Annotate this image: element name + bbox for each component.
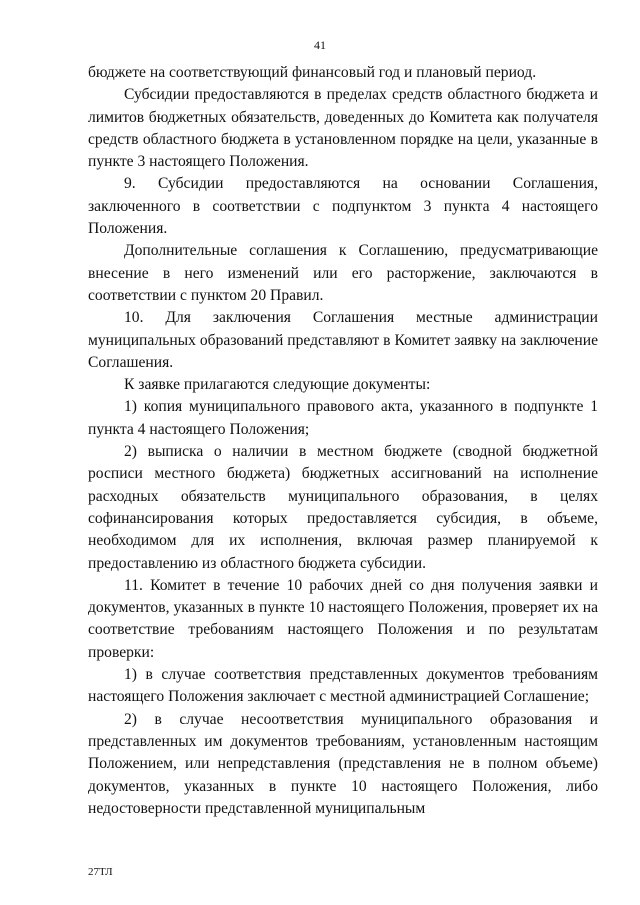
- paragraph-item-9: 9. Субсидии предоставляются на основании Соглашения, заключенного в соответствии с подпунктом 3 пункта 4 настоящего Положения.: [88, 175, 598, 238]
- paragraph-attachment-1: 1) копия муниципального правового акта, указанного в подпункте 1 пункта 4 настоящего Положения;: [88, 398, 598, 438]
- paragraph-attachments-intro: К заявке прилагаются следующие документы:: [124, 376, 431, 394]
- paragraph-additional-agreements: Дополнительные соглашения к Соглашению, предусматривающие внесение в него изменений или его расторжение, заключаются в соответствии с пунктом 20 Правил.: [88, 242, 598, 304]
- paragraph-item-10: 10. Для заключения Соглашения местные администрации муниципальных образований представляют в Комитет заявку на заключение Соглашения.: [88, 309, 598, 371]
- paragraph-item-11-sub-2: 2) в случае несоответствия муниципального образования и представленных им документов требованиям, установленным настоящим Положением, или непредставления (представления не в полном объеме) документов, указанных в пункте 10 настоящего Положения, либо недостоверности представленной муниципальным: [88, 710, 598, 817]
- paragraph-attachment-2: 2) выписка о наличии в местном бюджете (сводной бюджетной росписи местного бюджета) бюджетных ассигнований на исполнение расходных обязательств муниципального образования, в целях софинансирования которых предоставляется субсидия, в объеме, необходимом для их исполнения, включая размер планируемой к предоставлению из областного бюджета субсидии.: [88, 443, 598, 572]
- paragraph-item-11: 11. Комитет в течение 10 рабочих дней со дня получения заявки и документов, указанных в пункте 10 настоящего Положения, проверяет их на соответствие требованиям настоящего Положения и по результатам проверки:: [88, 576, 598, 661]
- page-number: 41: [314, 38, 326, 52]
- paragraph-subsidy-limits: Субсидии предоставляются в пределах средств областного бюджета и лимитов бюджетных обязательств, доведенных до Комитета как получателя средств областного бюджета в установленном порядке на цели, указанные в пункте 3 настоящего Положения.: [88, 86, 598, 171]
- footer-document-code: 27ТЛ: [88, 866, 113, 878]
- paragraph-item-11-sub-1: 1) в случае соответствия представленных документов требованиям настоящего Положения заключает с местной администрацией Соглашение;: [88, 666, 598, 706]
- paragraph-continuation: бюджете на соответствующий финансовый год и плановый период.: [88, 64, 537, 81]
- document-body: [88, 62, 598, 820]
